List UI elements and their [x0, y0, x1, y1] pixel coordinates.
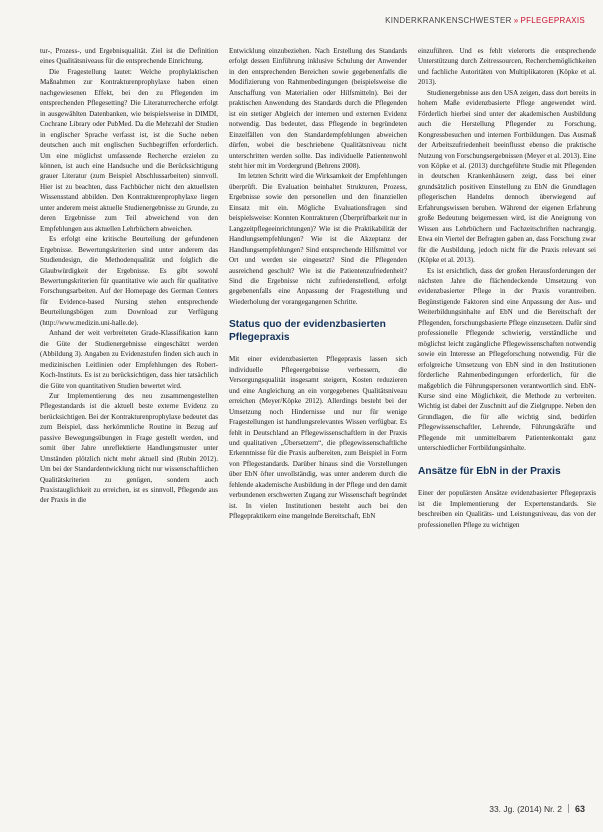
header-separator: »: [513, 16, 519, 25]
page-number: 63: [574, 804, 585, 814]
text-column-3: [418, 46, 596, 530]
body-paragraph: Es ist ersichtlich, dass der großen Herausforderungen der nächsten Jahre die flächendeckende Umsetzung von evidenzbasierter Pflege in der Praxis vorantreiben. Begünstigende Faktoren sind eine Anpassung der Aus- und Weiterbildungsinhalte auf EbN und die Bereitschaft der Pflegenden, forschungsbasierte Pflege einzusetzen. Dafür sind professionelle Pflegende schwierig, verständliche und möglichst leicht zugängliche Pflegewissenschaften notwendig sowie ein Interesse an Pflegeforschung notwendig. Für die erfolgreiche Umsetzung von EbN sind in den Institutionen förderliche Rahmenbedingungen erforderlich, für die maßgeblich die Führungspersonen verantwortlich sind. EbN-Kurse sind eine Möglichkeit, die Methode zu verbreiten. Wichtig ist dabei der Zuschnitt auf die Zielgruppe. Neben den Grundlagen, die für alle wichtig sind, bedürfen Pflegewissenschaftler, Lehrende, Führungskräfte und Pflegende mit unmittelbarem Patientenkontakt ganz unterschiedlicher Fortbildungsinhalte.: [418, 266, 596, 453]
header-category: KINDERKRANKENSCHWESTER: [385, 16, 512, 25]
body-paragraph: Entwicklung einzubeziehen. Nach Erstellung des Standards erfolgt dessen Einführung inklusive Schulung der Anwender in den entsprechenden Bereichen sowie gegebenenfalls die Modifizierung von Rahmenbedingungen (beispielsweise die Anschaffung von Materialien oder Hilfsmitteln). Bei der praktischen Anwendung des Standards durch die Pflegenden ist ein stetiger Abgleich der internen und externen Evidenz notwendig. Das bedeutet, dass Pflegende in begründeten Einzelfällen von den Standardempfehlungen abweichen dürfen, wobei die beschriebene Qualitätsniveau nicht unterschritten werden sollte. Das individuelle Patientenwohl steht hier mit im Vordergrund (Behrens 2008).: [229, 47, 407, 170]
section-heading: Ansätze für EbN in der Praxis: [418, 465, 561, 477]
body-paragraph: tur-, Prozess-, und Ergebnisqualität. Ziel ist die Definition eines Qualitätsniveaus für die entsprechende Einrichtung.: [40, 47, 218, 66]
running-header: [385, 16, 585, 25]
body-paragraph: Zur Implementierung des neu zusammengestellten Pflegestandards ist die aktuell beste externe Evidenz zu berücksichtigen. Bei der Kontrakturenprophylaxe bedeutet das zum Beispiel, dass herkömmliche Routine in Bezug auf passive Bewegungsübungen in Frage gestellt werden, und somit über Jahre unreflektierte Handlungsmuster unter Umständen plötzlich nicht mehr aktuell sind (Rubin 2012). Um bei der Standardentwicklung nicht nur wissenschaftlichen Qualitätskriterien zu genügen, sondern auch Praxistauglichkeit zu erreichen, ist es sinnvoll, Pflegende aus der Praxis in die: [40, 391, 218, 505]
body-paragraph: Anhand der weit verbreiteten Grade-Klassifikation kann die Güte der Studienergebnisse eingeschätzt werden (Abbildung 3). Angaben zu Evidenzstufen finden sich auch in medizinischen Leitlinien oder Empfehlungen des Robert-Koch-Instituts. Es ist zu berücksichtigen, dass hier tatsächlich die Güte von quantitativen Studien bewertet wird.: [40, 329, 218, 390]
body-paragraph: Die Fragestellung lautet: Welche prophylaktischen Maßnahmen zur Kontrakturenprophylaxe haben einen nachgewiesenen Effekt, bei den zu Pflegenden im entsprechenden Pflegesetting? Die Literaturrecherche erfolgt in ausgewählten Datenbanken, wie beispielsweise in DIMDI, Cochrane Library oder PubMed. Da die Mehrzahl der Studien in englischer Sprache verfasst ist, ist die Suche neben deutschen auch mit englischen Suchbegriffen erforderlich. Um eine möglichst umfassende Recherche erzielen zu können, ist auch eine Handsuche und die Berücksichtigung grauer Literatur (zum Beispiel Abschlussarbeiten) sinnvoll. Hier ist zu beachten, dass Fachbücher nicht den aktuellsten Wissensstand abbilden. Den Kontrakturenprophylaxe liegen unter anderem meist aktuelle Studienergebnisse zu Grunde, zu deren Ergebnisse zum Teil abweichend von den Empfehlungen aus aktuellen Lehrbüchern abweichen.: [40, 67, 218, 233]
body-paragraph: Studienergebnisse aus den USA zeigen, dass dort bereits in hohem Maße evidenzbasierte Pflege angewendet wird. Förderlich hierbei sind unter der akademischen Ausbildung auch die Herstellung Pflegender zu Forschung, Kongressbesuchen und internen Fortbildungen. Das Ausmaß der Arbeitszufriedenheit beeinflusst ebenso die praktische Nutzung von Forschungsergebnissen (Meyer et al. 2013). Eine von Köpke et al. (2013) durchgeführte Studie mit Pflegenden in deutschen Krankenhäusern zeigt, dass bei einer grundsätzlich positiven Einstellung zu EbN die Grundlagen pflegerischen Handelns dennoch überwiegend auf Erfahrungswissen beruhen. Während der eigenen Erfahrung große Bedeutung beigemessen wird, ist die Aneignung von Wissen aus Lehrbüchern und Fachzeitschriften nachrangig. Etwa ein Viertel der Befragten gaben an, dass Forschung zwar für die Ausbildung, jedoch nicht für die Praxis relevant sei (Köpke et al. 2013).: [418, 88, 596, 265]
body-paragraph: einzuführen. Und es fehlt vielerorts die entsprechende Unterstützung durch Zeitressourcen, Recherchemöglichkeiten und fachliche Autoritäten von Multiplikatoren (Köpke et al. 2013).: [418, 47, 596, 87]
page-footer: [489, 804, 585, 814]
body-paragraph: Es erfolgt eine kritische Beurteilung der gefundenen Ergebnisse. Bewertungskriterien sind unter anderem das Studiendesign, die Methodenqualität und folglich die Glaubwürdigkeit der Ergebnisse. Es gibt sowohl Bewertungskriterien für quantitative wie auch für qualitative Forschungsarbeiten. Auf der Homepage des German Centers für Evidence-based Nursing stehen entsprechende Beurteilungsbögen zum Download zur Verfügung (http://www.medizin.uni-halle.de).: [40, 235, 218, 327]
body-paragraph: Im letzten Schritt wird die Wirksamkeit der Empfehlungen überprüft. Die Evaluation beinhaltet Strukturen, Prozess, Ergebnisse sowie den personellen und den finanziellen Einsatz mit ein. Mögliche Evaluationsfragen sind beispielsweise: Konnten Kontrakturen (Überprüfbarkeit nur in Langzeitpflegeeinrichtungen)? Wie ist die Praktikabilität der Handlungsempfehlungen? Wie ist die Akzeptanz der Handlungsempfehlungen? Sind entsprechende Hilfsmittel vor Ort und werden sie eingesetzt? Sind die Pflegenden ausreichend geschult? Wie ist die Patientenzufriedenheit? Sind die Ergebnisse nicht zufriedenstellend, erfolgt gegebenenfalls eine Anpassung der Fragestellung und Wiederholung der vorangegangenen Schritte.: [229, 172, 407, 306]
text-column-2: [229, 46, 407, 522]
header-section: PFLEGEPRAXIS: [520, 16, 585, 25]
body-paragraph: Mit einer evidenzbasierten Pflegepraxis lassen sich individuelle Pflegeergebnisse verbessern, die Versorgungsqualität insgesamt steigern, Kosten reduzieren und eine Angleichung an ein vorgegebenes Qualitätsniveau erreichen (Meyer/Köpke 2012). Allerdings besteht bei der Umsetzung noch Hindernisse und nur für wenige Fragestellungen ist handlungsrelevantes Wissen verfügbar. Es fehlt in Deutschland an Pflegewissenschaftlern in der Praxis und qualitativen „Übersetzern“, die pflegewissenschaftliche Erkenntnisse für die Praxis aufbereiten, zum Beispiel in Form von Pflegestandards. Darüber hinaus sind die Vorstellungen über EbN öfter unvollständig, was unter anderem durch die fehlende akademische Ausbildung in der Pflege und den damit verbundenen erschwerten Zugang zur Wissenschaft begründet ist. In vielen Institutionen besteht auch bei den Pflegepraktikern eine mangelnde Bereitschaft, EbN: [229, 355, 407, 521]
footer-divider: [568, 804, 569, 813]
text-column-1: [40, 46, 218, 506]
body-paragraph: Einer der populärsten Ansätze evidenzbasierter Pflegepraxis ist die Implementierung der Expertenstandards. Sie beschreiben ein Qualitäts- und Leistungsniveau, das von der professionellen Pflege zu wichtigen: [418, 489, 596, 529]
section-heading: Status quo der evidenzbasierten Pflegepraxis: [229, 319, 386, 343]
issue-info: 33. Jg. (2014) Nr. 2: [489, 804, 562, 814]
